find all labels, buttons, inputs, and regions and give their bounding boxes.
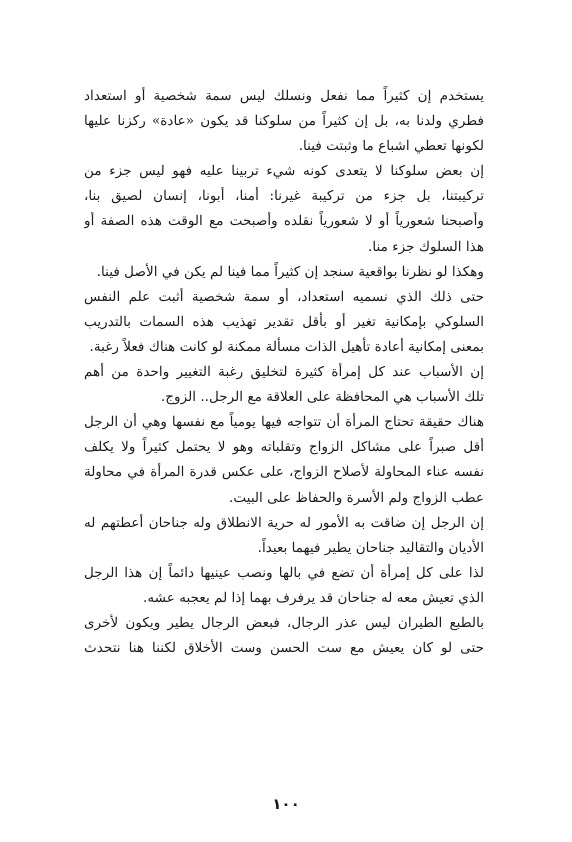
- text-line: تركيبتنا، بل جزء من تركيبة غيرنا: أمنا، أبونا، إنسان لصيق بنا،: [84, 188, 484, 205]
- text-line: وأصبحنا شعورياً أو لا شعورياً نقلده وأصبحت مع الوقت هذه الصفة أو: [84, 213, 484, 230]
- text-line: نفسه عناء المحاولة لأصلاح الزواج، على عكس قدرة المرأة في محاولة: [84, 464, 484, 481]
- text-line: حتى ذلك الذي نسميه استعداد، أو سمة شخصية أثبت علم النفس: [84, 288, 484, 305]
- text-line: تلك الأسباب هي المحافظة على العلاقة مع الرجل.. الزوج.: [160, 389, 484, 406]
- text-line: حتى لو كان يعيش مع ست الحسن وست الأخلاق لكننا هنا نتحدث: [84, 640, 484, 657]
- text-line: لذا على كل إمرأة أن تضع في بالها ونصب عينيها دائماً إن هذا الرجل: [84, 564, 484, 581]
- text-line: إن الأسباب عند كل إمرأة كثيرة لتخليق رغبة التغيير واحدة من أهم: [84, 364, 484, 381]
- text-line: بمعنى إمكانية أعادة تأهيل الذات مسألة ممكنة لو كانت هناك فعلاً رغبة.: [89, 338, 484, 355]
- text-line: السلوكي بإمكانية تغير أو بأقل تقدير تهذيب هذه السمات بالتدريب: [84, 313, 484, 330]
- text-line: لكونها تعطي اشباع ما وثبتت فينا.: [298, 138, 484, 155]
- text-line: الذي تعيش معه له جناحان قد يرفرف بهما إذا لم يعجبه عشه.: [143, 589, 484, 606]
- text-line: يستخدم إن كثيراً مما نفعل ونسلك ليس سمة شخصية أو استعداد: [84, 88, 484, 104]
- page-number: ١٠٠: [272, 795, 300, 813]
- text-line: إن الرجل إن ضاقت به الأمور له حرية الانطلاق وله جناحان أعطتهم له: [84, 514, 484, 531]
- text-line: وهكذا لو نظرنا بواقعية سنجد إن كثيراً مما فينا لم يكن في الأصل فينا.: [96, 263, 484, 280]
- text-line: هناك حقيقة تحتاج المرأة أن تتواجه فيها يومياً مع نفسها وهي أن الرجل: [84, 414, 484, 431]
- text-line: هذا السلوك جزء منا.: [368, 238, 484, 255]
- text-line: بالطبع الطيران ليس عذر الرجال، فبعض الرجال يطير ويكون لأخرى: [84, 614, 484, 631]
- text-line: إن بعض سلوكنا لا يتعدى كونه شيء تربينا عليه فهو ليس جزء من: [84, 163, 484, 180]
- text-line: الأديان والتقاليد جناحان يطير فيهما بعيداً.: [257, 539, 484, 556]
- text-line: أقل صبراً على مشاكل الزواج وتقلباته وهو لا يحتمل كثيراً ولا يكلف: [84, 439, 484, 456]
- text-line: فطري ولدنا به، بل إن كثيراً من سلوكنا قد يكون «عادة» ركزنا عليها: [84, 113, 484, 130]
- text-line: عطب الزواج ولم الأسرة والحفاظ على البيت.: [229, 489, 484, 506]
- body-text: [84, 84, 484, 661]
